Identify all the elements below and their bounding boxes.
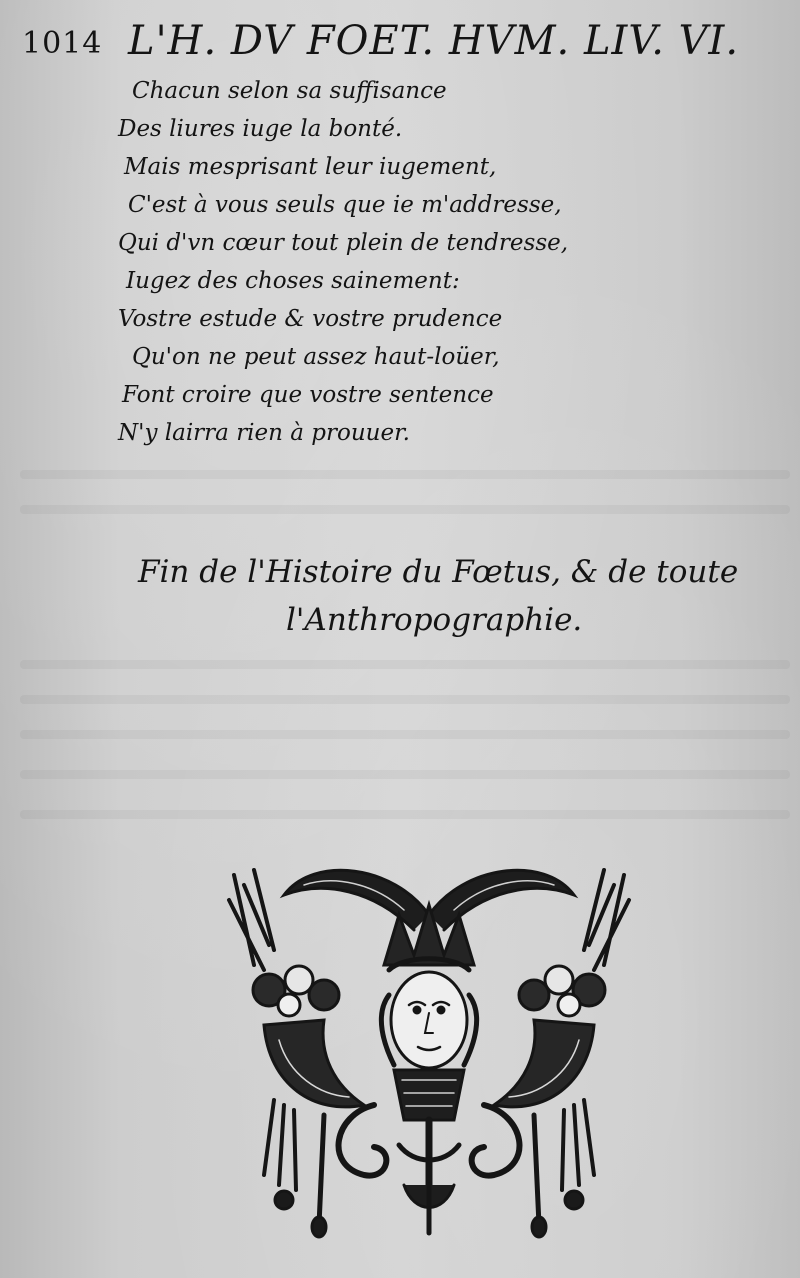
woodcut-ornament-icon <box>224 855 634 1240</box>
colophon <box>130 548 750 644</box>
verse-line: Qui d'vn cœur tout plein de tendresse, <box>118 230 569 256</box>
running-title: L'H. DV FOET. HVM. LIV. VI. <box>128 18 740 64</box>
verse-line: Iugez des choses sainement: <box>126 268 460 294</box>
verse-line: Chacun selon sa suffisance <box>132 78 447 104</box>
page-number: 1014 <box>22 26 103 61</box>
running-head <box>22 14 792 74</box>
bleed-through-line <box>20 660 790 669</box>
verse-line: Mais mesprisant leur iugement, <box>124 154 497 180</box>
verse-line: Qu'on ne peut assez haut-loüer, <box>132 344 500 370</box>
bleed-through-line <box>20 470 790 479</box>
verse-line: Font croire que vostre sentence <box>122 382 494 408</box>
verse-line: Des liures iuge la bonté. <box>118 116 403 142</box>
bleed-through-line <box>20 695 790 704</box>
bleed-through-line <box>20 730 790 739</box>
colophon-line-2: l'Anthropographie. <box>286 602 583 638</box>
colophon-line-1: Fin de l'Histoire du Fœtus, & de toute <box>138 554 739 590</box>
bleed-through-line <box>20 810 790 819</box>
bleed-through-line <box>20 505 790 514</box>
verse-line: N'y lairra rien à prouuer. <box>118 420 410 446</box>
verse-line: Vostre estude & vostre prudence <box>118 306 503 332</box>
verse-line: C'est à vous seuls que ie m'addresse, <box>128 192 562 218</box>
verse-stanza <box>118 72 718 452</box>
bleed-through-line <box>20 770 790 779</box>
